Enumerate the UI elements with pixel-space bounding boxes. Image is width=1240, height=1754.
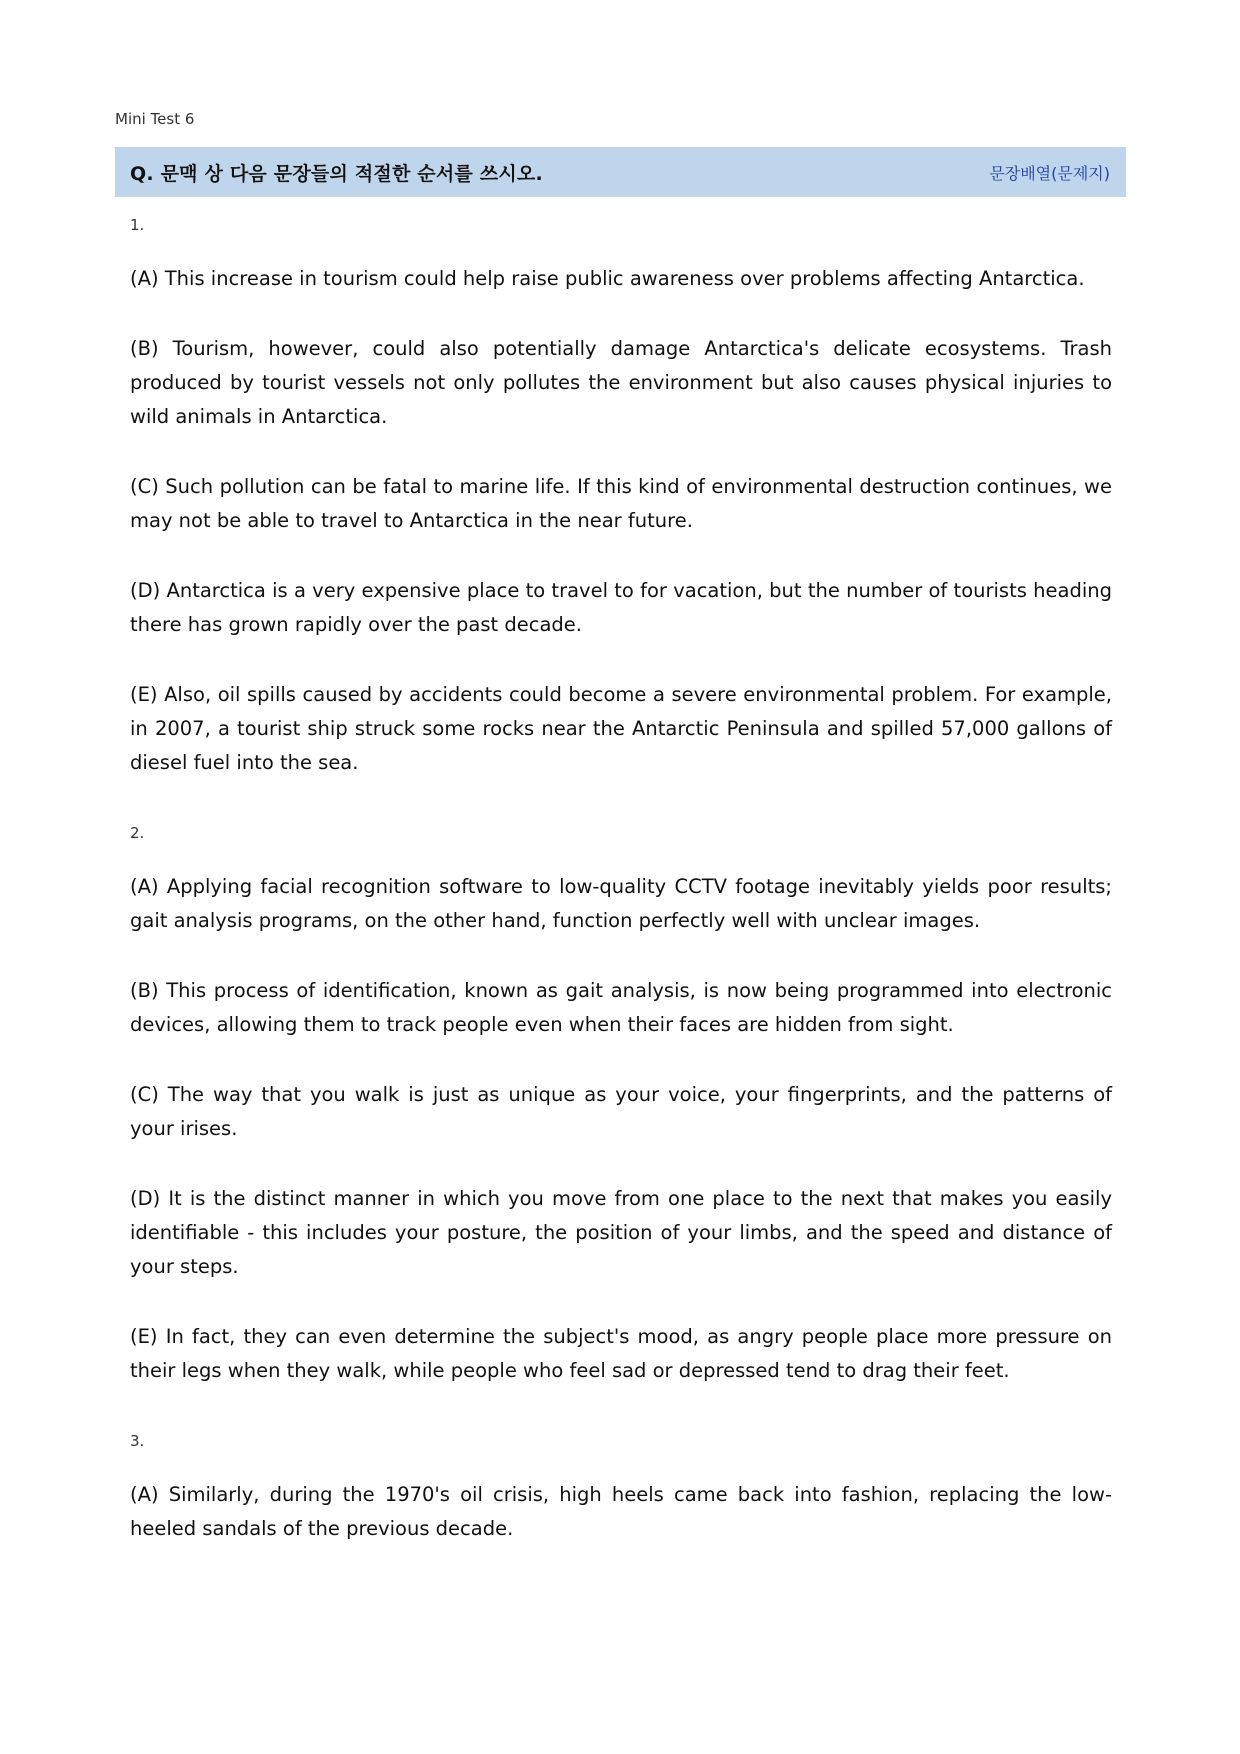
sentence-d: (D) Antarctica is a very expensive place to travel to for vacation, but the number of tourists heading there has grown rapidly over the past decade.	[130, 579, 1112, 636]
question-1	[130, 208, 1112, 780]
question-instruction-bar	[115, 147, 1126, 197]
sentence-e: (E) In fact, they can even determine the subject's mood, as angry people place more pressure on their legs when they walk, while people who feel sad or depressed tend to drag their feet.	[130, 1325, 1112, 1382]
sentence-a: (A) Applying facial recognition software to low-quality CCTV footage inevitably yields poor results; gait analysis programs, on the other hand, function perfectly well with unclear images.	[130, 875, 1112, 932]
question-2	[130, 816, 1112, 1388]
sentence-c: (C) Such pollution can be fatal to marine life. If this kind of environmental destruction continues, we may not be able to travel to Antarctica in the near future.	[130, 475, 1112, 532]
sentence-e: (E) Also, oil spills caused by accidents could become a severe environmental problem. For example, in 2007, a tourist ship struck some rocks near the Antarctic Peninsula and spilled 57,000 gallons of diesel fuel into the sea.	[130, 683, 1112, 774]
sentence-c: (C) The way that you walk is just as unique as your voice, your fingerprints, and the patterns of your irises.	[130, 1083, 1112, 1140]
question-list	[130, 208, 1112, 1582]
question-type-label: 문장배열(문제지)	[989, 163, 1110, 183]
question-number: 2.	[130, 824, 145, 842]
question-number: 1.	[130, 216, 145, 234]
sentence-a: (A) This increase in tourism could help raise public awareness over problems affecting Antarctica.	[130, 267, 1085, 290]
page-header-label: Mini Test 6	[115, 110, 195, 128]
sentence-d: (D) It is the distinct manner in which you move from one place to the next that makes you easily identifiable - this includes your posture, the position of your limbs, and the speed and distance of your steps.	[130, 1187, 1112, 1278]
sentence-a: (A) Similarly, during the 1970's oil crisis, high heels came back into fashion, replacing the low-heeled sandals of the previous decade.	[130, 1483, 1112, 1540]
question-number: 3.	[130, 1432, 145, 1450]
question-instruction: Q. 문맥 상 다음 문장들의 적절한 순서를 쓰시오.	[130, 162, 543, 185]
sentence-b: (B) This process of identification, known as gait analysis, is now being programmed into electronic devices, allowing them to track people even when their faces are hidden from sight.	[130, 979, 1112, 1036]
question-3	[130, 1424, 1112, 1546]
sentence-b: (B) Tourism, however, could also potentially damage Antarctica's delicate ecosystems. Trash produced by tourist vessels not only pollutes the environment but also causes physical injuries to wild animals in Antarctica.	[130, 337, 1112, 428]
